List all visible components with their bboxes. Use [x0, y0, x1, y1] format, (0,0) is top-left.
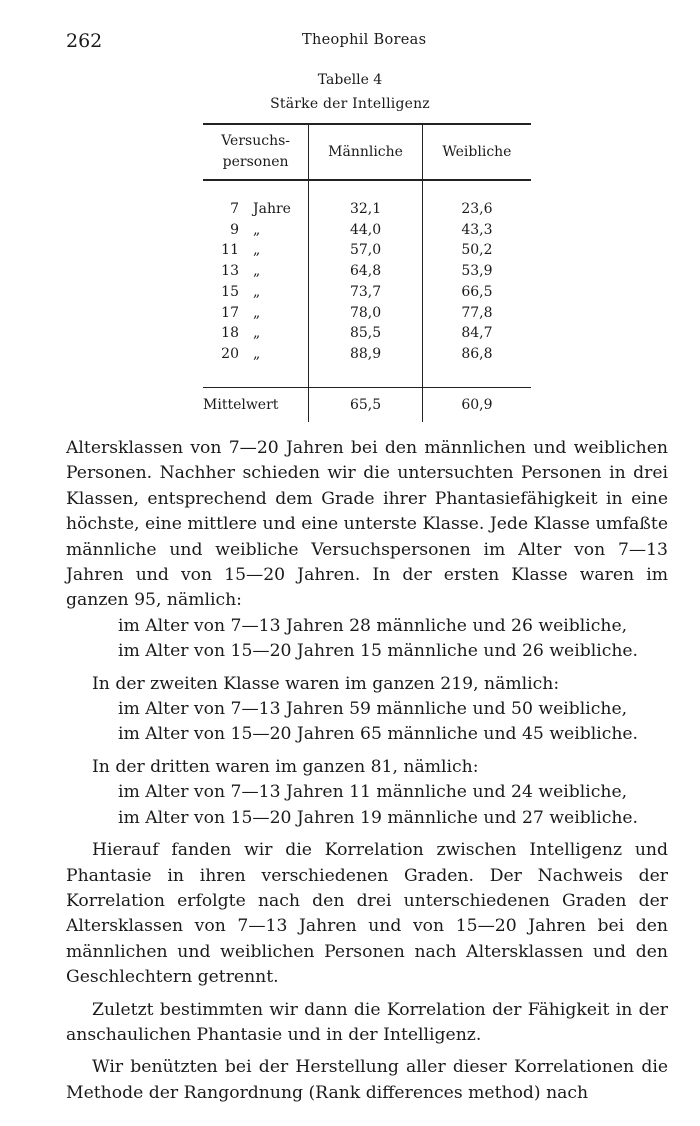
- age-value: 11: [221, 242, 239, 259]
- male-value: 57,0: [309, 240, 423, 261]
- paragraph-line: im Alter von 15—20 Jahren 15 männliche und 26 weibliche.: [118, 641, 639, 662]
- age-value: 17: [221, 304, 239, 321]
- paragraph: Altersklassen von 7—20 Jahren bei den männlichen und weiblichen Personen. Nachher schieden wir die untersuchten Personen in drei Klassen, entsprechend dem Grade ihrer Phantasiefähigkeit in eine höchste, eine mittlere und eine unterste Klasse. Jede Klasse umfaßte männliche und weibliche Versuchspersonen im Alter von 7—13 Jahren und von 15—20 Jahren. In der ersten Klasse waren im ganzen 95, nämlich:: [66, 438, 668, 611]
- age-value: 18: [221, 325, 239, 342]
- age-cell: [203, 303, 309, 324]
- female-value: 43,3: [422, 220, 531, 241]
- age-unit: „: [253, 283, 261, 300]
- age-unit: „: [253, 221, 261, 238]
- paragraph-line: im Alter von 15—20 Jahren 65 männliche und 45 weibliche.: [118, 724, 639, 745]
- table-row: [203, 323, 531, 344]
- table-spacer-row: [203, 365, 531, 388]
- paragraph: In der zweiten Klasse waren im ganzen 219, nämlich:: [92, 673, 560, 694]
- age-value: 13: [221, 263, 239, 280]
- paragraph: Wir benützten bei der Herstellung aller dieser Korrelationen die Methode der Rangordnung (Rank differences method) nach: [66, 1057, 668, 1103]
- table-row: [203, 282, 531, 303]
- female-value: 77,8: [422, 303, 531, 324]
- mean-label: Mittelwert: [203, 387, 309, 422]
- age-cell: [203, 180, 309, 220]
- age-unit: „: [253, 325, 261, 342]
- intelligence-table: [203, 123, 531, 422]
- table-row: [203, 220, 531, 241]
- female-value: 23,6: [422, 180, 531, 220]
- mean-male-value: 65,5: [309, 387, 423, 422]
- body-text: [66, 436, 668, 1106]
- male-value: 64,8: [309, 261, 423, 282]
- age-unit: „: [253, 242, 261, 259]
- paragraph: In der dritten waren im ganzen 81, nämlich:: [92, 756, 479, 777]
- age-cell: [203, 323, 309, 344]
- column-header-male: Männliche: [309, 124, 423, 180]
- running-title: Theophil Boreas: [302, 32, 427, 48]
- mean-female-value: 60,9: [422, 387, 531, 422]
- column-header-subjects: [203, 124, 309, 180]
- table-row: [203, 261, 531, 282]
- table-row: [203, 303, 531, 324]
- table-row: [203, 344, 531, 365]
- female-value: 53,9: [422, 261, 531, 282]
- female-value: 50,2: [422, 240, 531, 261]
- table-header-row: [203, 124, 531, 180]
- column-header-female: Weibliche: [422, 124, 531, 180]
- table-row: [203, 240, 531, 261]
- age-value: 9: [230, 221, 239, 238]
- column-header-subjects-line2: personen: [222, 154, 289, 170]
- age-cell: [203, 240, 309, 261]
- paragraph-line: im Alter von 15—20 Jahren 19 männliche und 27 weibliche.: [118, 807, 639, 828]
- male-value: 88,9: [309, 344, 423, 365]
- age-unit: „: [253, 345, 261, 362]
- age-unit: Jahre: [253, 201, 291, 217]
- male-value: 85,5: [309, 323, 423, 344]
- table-title: Tabelle 4: [317, 72, 383, 88]
- paragraph: Zuletzt bestimmten wir dann die Korrelation der Fähigkeit in der anschaulichen Phantasie und in der Intelligenz.: [66, 999, 668, 1045]
- page-header: [66, 30, 660, 56]
- age-value: 15: [221, 283, 239, 300]
- male-value: 78,0: [309, 303, 423, 324]
- age-cell: [203, 282, 309, 303]
- female-value: 84,7: [422, 323, 531, 344]
- female-value: 86,8: [422, 344, 531, 365]
- table-row: [203, 180, 531, 220]
- male-value: 44,0: [309, 220, 423, 241]
- age-cell: [203, 261, 309, 282]
- male-value: 73,7: [309, 282, 423, 303]
- paragraph-line: im Alter von 7—13 Jahren 28 männliche und 26 weibliche,: [118, 615, 628, 636]
- age-cell: [203, 344, 309, 365]
- female-value: 66,5: [422, 282, 531, 303]
- age-unit: „: [253, 263, 261, 280]
- column-header-subjects-line1: Versuchs-: [221, 133, 290, 149]
- paragraph: Hierauf fanden wir die Korrelation zwischen Intelligenz und Phantasie in ihren verschiedenen Graden. Der Nachweis der Korrelation erfolgte nach den drei unterschiedenen Graden der Altersklassen von 7—13 Jahren und von 15—20 Jahren bei den männlichen und weiblichen Personen nach Altersklassen und den Geschlechtern getrennt.: [66, 840, 668, 988]
- age-value: 7: [230, 201, 239, 217]
- male-value: 32,1: [309, 180, 423, 220]
- age-unit: „: [253, 304, 261, 321]
- table-subtitle: Stärke der Intelligenz: [270, 96, 430, 112]
- age-value: 20: [221, 345, 239, 362]
- table-body: [203, 180, 531, 422]
- paragraph-line: im Alter von 7—13 Jahren 59 männliche und 50 weibliche,: [118, 699, 628, 720]
- table-mean-row: [203, 387, 531, 422]
- age-cell: [203, 220, 309, 241]
- page-number: 262: [66, 30, 103, 52]
- paragraph-line: im Alter von 7—13 Jahren 11 männliche und 24 weibliche,: [118, 782, 628, 803]
